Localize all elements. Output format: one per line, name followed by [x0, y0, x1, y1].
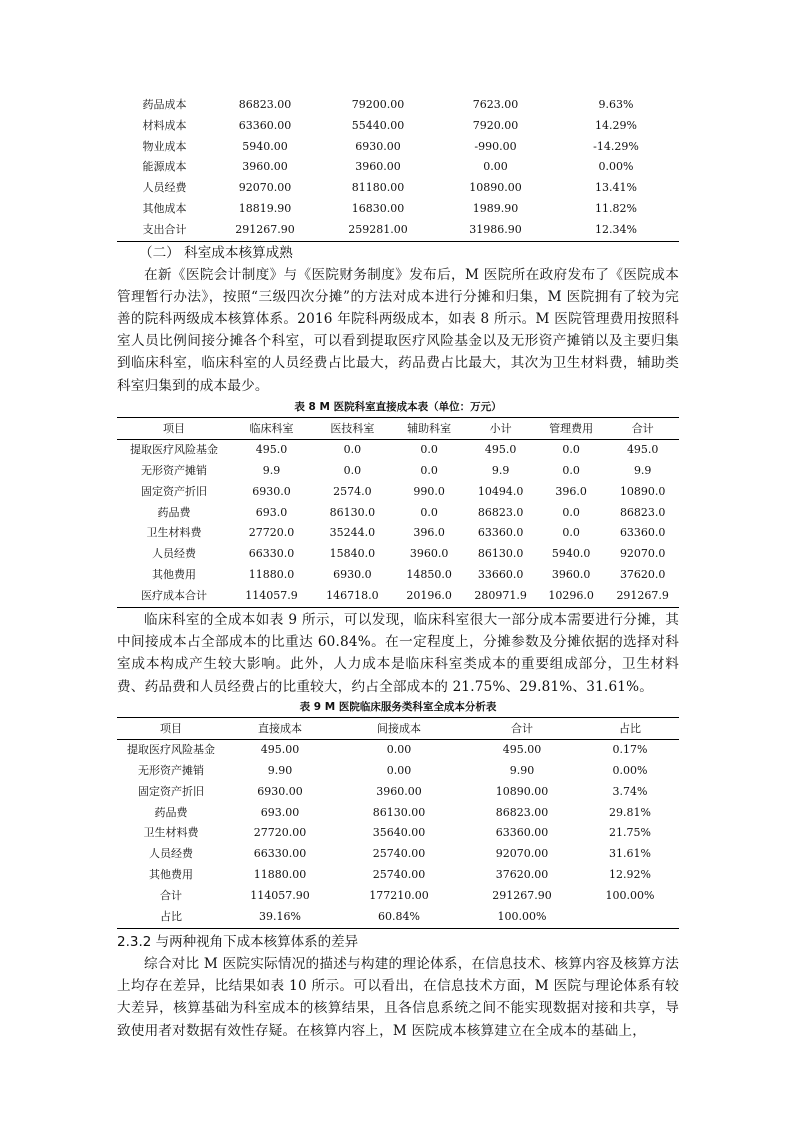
- table-cell: 10494.0: [477, 484, 524, 498]
- table-cell: 5940.00: [242, 139, 288, 153]
- table-cell: 11.82%: [595, 201, 637, 215]
- table-cell: 9.9: [262, 463, 281, 477]
- table-cell: 13.41%: [595, 181, 637, 195]
- table-cell: 0.0: [562, 505, 580, 519]
- table-row: [117, 782, 679, 803]
- table-cell: 占比: [160, 910, 182, 924]
- table-cell: 0.0: [562, 442, 580, 456]
- table-cell: 10296.0: [548, 589, 594, 603]
- table-cell: 92070.00: [495, 847, 549, 861]
- table-row: [117, 886, 679, 907]
- table-cell: 100.00%: [497, 910, 547, 924]
- table-cell: 25740.00: [372, 868, 426, 882]
- table-cell: 人员经费: [149, 847, 193, 861]
- table-cell: 27720.0: [248, 526, 295, 540]
- table-cell: 63360.00: [238, 118, 292, 132]
- table-cell: 0.00: [386, 763, 412, 777]
- table-cell: 495.0: [255, 442, 288, 456]
- table-cell: 0.0: [562, 526, 580, 540]
- table-cell: 7623.00: [472, 98, 519, 111]
- table-cell: 10890.00: [469, 181, 522, 195]
- table-cell: 0.17%: [612, 742, 648, 756]
- table-cell: 81180.00: [351, 181, 405, 195]
- table-cell: 0.00%: [612, 763, 648, 777]
- table-cell: 6930.0: [333, 568, 372, 582]
- table-row: [117, 865, 679, 886]
- table-header-cell: 直接成本: [225, 717, 335, 739]
- table-cell: 16830.00: [351, 201, 405, 215]
- table-cell: 92070.00: [238, 181, 292, 195]
- table-cell: 合计: [160, 889, 182, 903]
- table-row: [117, 439, 679, 460]
- table-cell: 0.0: [562, 463, 580, 477]
- table-cell: 9.9: [491, 463, 510, 477]
- table-cell: 177210.00: [369, 889, 429, 903]
- table-cell: 396.0: [413, 526, 445, 540]
- table-cell: 66330.00: [253, 847, 307, 861]
- table-cell: 9.90: [509, 763, 535, 777]
- table-cell: 12.34%: [595, 222, 637, 236]
- table-row: [117, 803, 679, 824]
- table-cell: 药品费: [157, 505, 191, 519]
- table8-dept-direct-cost: [117, 417, 679, 608]
- table-cell: 卫生材料费: [143, 826, 199, 840]
- table-cell: 495.0: [626, 442, 659, 456]
- table-cell: 0.0: [420, 442, 438, 456]
- table-row: [117, 199, 679, 220]
- table-cell: 2574.0: [333, 484, 372, 498]
- table-cell: 其他成本: [142, 201, 187, 215]
- paragraph-1: 在新《医院会计制度》与《医院财务制度》发布后，M 医院所在政府发布了《医院成本管理暂行办法》，按照“三级四次分摊”的方法对成本进行分摊和归集，M 医院拥有了较为完善的院科两级成本核算体系。2016 年院科两级成本，如表 8 所示。M 医院管理费用按照科室人员比例间接分摊各个科室，可以看到提取医疗风险基金以及无形资产摊销以及主要归集到临床科室，临床科室的人员经费占比最大，药品费占比最大，其次为卫生材料费，辅助类科室归集到的成本最少。: [117, 266, 679, 394]
- table-cell: 6930.00: [257, 784, 303, 798]
- table-cell: 37620.0: [619, 568, 666, 582]
- table-cell: 14.29%: [595, 118, 637, 132]
- table-cell: 14850.0: [406, 568, 452, 582]
- table-row: [117, 482, 679, 503]
- table-header-cell: 临床科室: [231, 417, 312, 439]
- table-cell: -990.00: [474, 139, 517, 153]
- table-cell: 3.74%: [612, 784, 648, 798]
- section-heading-2-3-2: 2.3.2 与两种视角下成本核算体系的差异: [117, 934, 359, 951]
- table-cell: 79200.00: [351, 98, 405, 111]
- table-cell: 3960.00: [242, 160, 288, 174]
- table-cell: 86823.00: [238, 98, 292, 111]
- table-cell: 6930.00: [355, 139, 401, 153]
- table-cell: 9.90: [267, 763, 293, 777]
- table-cell: 材料成本: [142, 118, 187, 132]
- table-cell: 0.00%: [598, 160, 634, 174]
- table-cell: 86823.0: [477, 505, 524, 519]
- table-cell: 37620.00: [495, 868, 549, 882]
- table-row: [117, 116, 679, 137]
- table-row: [117, 178, 679, 199]
- table-cell: 31986.90: [469, 222, 522, 236]
- paragraph-2: 临床科室的全成本如表 9 所示，可以发现，临床科室很大一部分成本需要进行分摊，其中间接成本占全部成本的比重达 60.84%。在一定程度上，分摊参数及分摊依据的选择对科室成本构成产生较大影响。此外，人力成本是临床科室类成本的重要组成部分，卫生材料费、药品费和人员经费占的比重较大，约占全部成本的 21.75%、29.81%、31.61%。: [117, 612, 679, 695]
- table-cell: 693.0: [255, 505, 288, 519]
- table-row: [117, 461, 679, 482]
- table-cell: 3960.00: [355, 160, 401, 174]
- table9-caption: 表 9 M 医院临床服务类科室全成本分析表: [299, 700, 497, 713]
- table-cell: 固定资产折旧: [138, 784, 204, 798]
- table-cell: 39.16%: [259, 910, 301, 924]
- table-cell: 27720.00: [253, 826, 307, 840]
- table-cell: 55440.00: [351, 118, 405, 132]
- table-cell: 支出合计: [142, 222, 187, 236]
- table-row: [117, 220, 679, 241]
- table-row: [117, 157, 679, 178]
- table-cell: 86823.0: [619, 505, 666, 519]
- table-cell: 15840.0: [329, 547, 376, 561]
- table-cell: 86130.0: [477, 547, 524, 561]
- table-top-cost-comparison: [117, 95, 679, 242]
- table-cell: 提取医疗风险基金: [130, 442, 219, 456]
- table-cell: 7920.00: [472, 118, 519, 132]
- table-header-cell: 占比: [581, 717, 679, 739]
- table8-caption: 表 8 M 医院科室直接成本表（单位：万元）: [294, 400, 502, 413]
- table-cell: 11880.0: [248, 568, 295, 582]
- table-row: [117, 565, 679, 586]
- table-cell: 495.00: [260, 742, 300, 756]
- table-cell: 291267.9: [616, 589, 669, 603]
- table-header-cell: 项目: [117, 717, 225, 739]
- table-cell: 259281.00: [348, 222, 408, 236]
- table-cell: 9.63%: [598, 98, 634, 111]
- table-cell: 35244.0: [329, 526, 376, 540]
- table-cell: 63360.0: [619, 526, 666, 540]
- table-cell: 提取医疗风险基金: [127, 742, 215, 756]
- table-header-cell: 间接成本: [335, 717, 463, 739]
- table-cell: 146718.0: [326, 589, 379, 603]
- table-cell: [581, 907, 679, 928]
- table-row: [117, 544, 679, 565]
- table-cell: 495.00: [502, 742, 542, 756]
- table-cell: 物业成本: [142, 139, 187, 153]
- table-cell: 291267.90: [492, 889, 552, 903]
- table-row: [117, 137, 679, 158]
- table-cell: 医疗成本合计: [141, 589, 208, 603]
- table-cell: 无形资产摊销: [141, 463, 208, 477]
- table-cell: 3960.0: [409, 547, 449, 561]
- table-cell: 693.00: [260, 805, 300, 819]
- table-cell: 63360.0: [477, 526, 524, 540]
- table-cell: 0.0: [420, 463, 438, 477]
- table-cell: 能源成本: [142, 160, 187, 174]
- table-cell: 药品费: [154, 805, 188, 819]
- table-cell: 92070.0: [619, 547, 666, 561]
- table-cell: 100.00%: [605, 889, 655, 903]
- table-cell: 其他费用: [152, 568, 197, 582]
- table-header-cell: 合计: [463, 717, 581, 739]
- table-header-cell: 医技科室: [312, 417, 393, 439]
- table-cell: 25740.00: [372, 847, 426, 861]
- table-cell: 21.75%: [609, 826, 651, 840]
- table-cell: 卫生材料费: [146, 526, 202, 540]
- table-row: [117, 503, 679, 524]
- table-cell: 20196.0: [406, 589, 452, 603]
- table-cell: 3960.00: [376, 784, 422, 798]
- table-cell: 3960.0: [551, 568, 591, 582]
- table-row: [117, 95, 679, 116]
- subsection-title: （二） 科室成本核算成熟: [139, 244, 293, 261]
- table-cell: 114057.90: [250, 889, 310, 903]
- paragraph-3: 综合对比 M 医院实际情况的描述与构建的理论体系，在信息技术、核算内容及核算方法上均存在差异，比结果如表 10 所示。可以看出，在信息技术方面，M 医院与理论体系有较大差异，核算基础为科室成本的核算结果，且各信息系统之间不能实现数据对接和共享，导致使用者对数据有效性存疑。在核算内容上，M 医院成本核算建立在全成本的基础上，: [117, 956, 679, 1039]
- table-cell: 6930.0: [252, 484, 291, 498]
- table-cell: 396.0: [555, 484, 587, 498]
- table-cell: 无形资产摊销: [138, 763, 204, 777]
- table-row: [117, 739, 679, 760]
- table-cell: 12.92%: [609, 868, 651, 882]
- table-cell: 495.0: [484, 442, 517, 456]
- table-header-cell: 小计: [465, 417, 536, 439]
- table-cell: 280971.9: [474, 589, 527, 603]
- table-cell: 35640.00: [372, 826, 426, 840]
- table-row: [117, 523, 679, 544]
- table-cell: 9.9: [633, 463, 652, 477]
- table-row: [117, 823, 679, 844]
- table-cell: 11880.00: [253, 868, 307, 882]
- table-cell: 10890.00: [495, 784, 549, 798]
- table-cell: 291267.90: [235, 222, 295, 236]
- table-cell: 63360.00: [495, 826, 549, 840]
- table-cell: 5940.0: [551, 547, 591, 561]
- table-header-cell: 合计: [606, 417, 679, 439]
- table-cell: 60.84%: [378, 910, 420, 924]
- table-header-cell: 项目: [117, 417, 231, 439]
- table-cell: 18819.90: [238, 201, 292, 215]
- table-header-cell: 辅助科室: [393, 417, 466, 439]
- table-row: [117, 586, 679, 607]
- table-cell: 66330.0: [248, 547, 295, 561]
- table-cell: 10890.0: [619, 484, 666, 498]
- table-cell: 0.0: [343, 463, 362, 477]
- table-cell: 86130.0: [329, 505, 376, 519]
- table-row: [117, 761, 679, 782]
- table-row: [117, 907, 679, 928]
- table-cell: 29.81%: [609, 805, 651, 819]
- table-row: [117, 844, 679, 865]
- table-cell: 0.00: [483, 160, 508, 174]
- table-cell: 114057.9: [245, 589, 298, 603]
- table-cell: 990.0: [413, 484, 445, 498]
- table-cell: -14.29%: [593, 139, 639, 153]
- table9-clinical-full-cost: [117, 717, 679, 929]
- table-cell: 0.00: [386, 742, 412, 756]
- table-cell: 药品成本: [142, 98, 187, 111]
- table-cell: 人员经费: [142, 181, 187, 195]
- table-cell: 31.61%: [609, 847, 651, 861]
- table-cell: 0.0: [420, 505, 438, 519]
- table-cell: 人员经费: [152, 547, 197, 561]
- table-cell: 固定资产折旧: [141, 484, 208, 498]
- table-cell: 33660.0: [477, 568, 524, 582]
- table-cell: 86130.00: [372, 805, 426, 819]
- table-header-cell: 管理费用: [536, 417, 607, 439]
- table-cell: 1989.90: [472, 201, 519, 215]
- document-page: [117, 95, 679, 1042]
- table-cell: 86823.00: [495, 805, 549, 819]
- table-cell: 0.0: [343, 442, 362, 456]
- table-cell: 其他费用: [149, 868, 193, 882]
